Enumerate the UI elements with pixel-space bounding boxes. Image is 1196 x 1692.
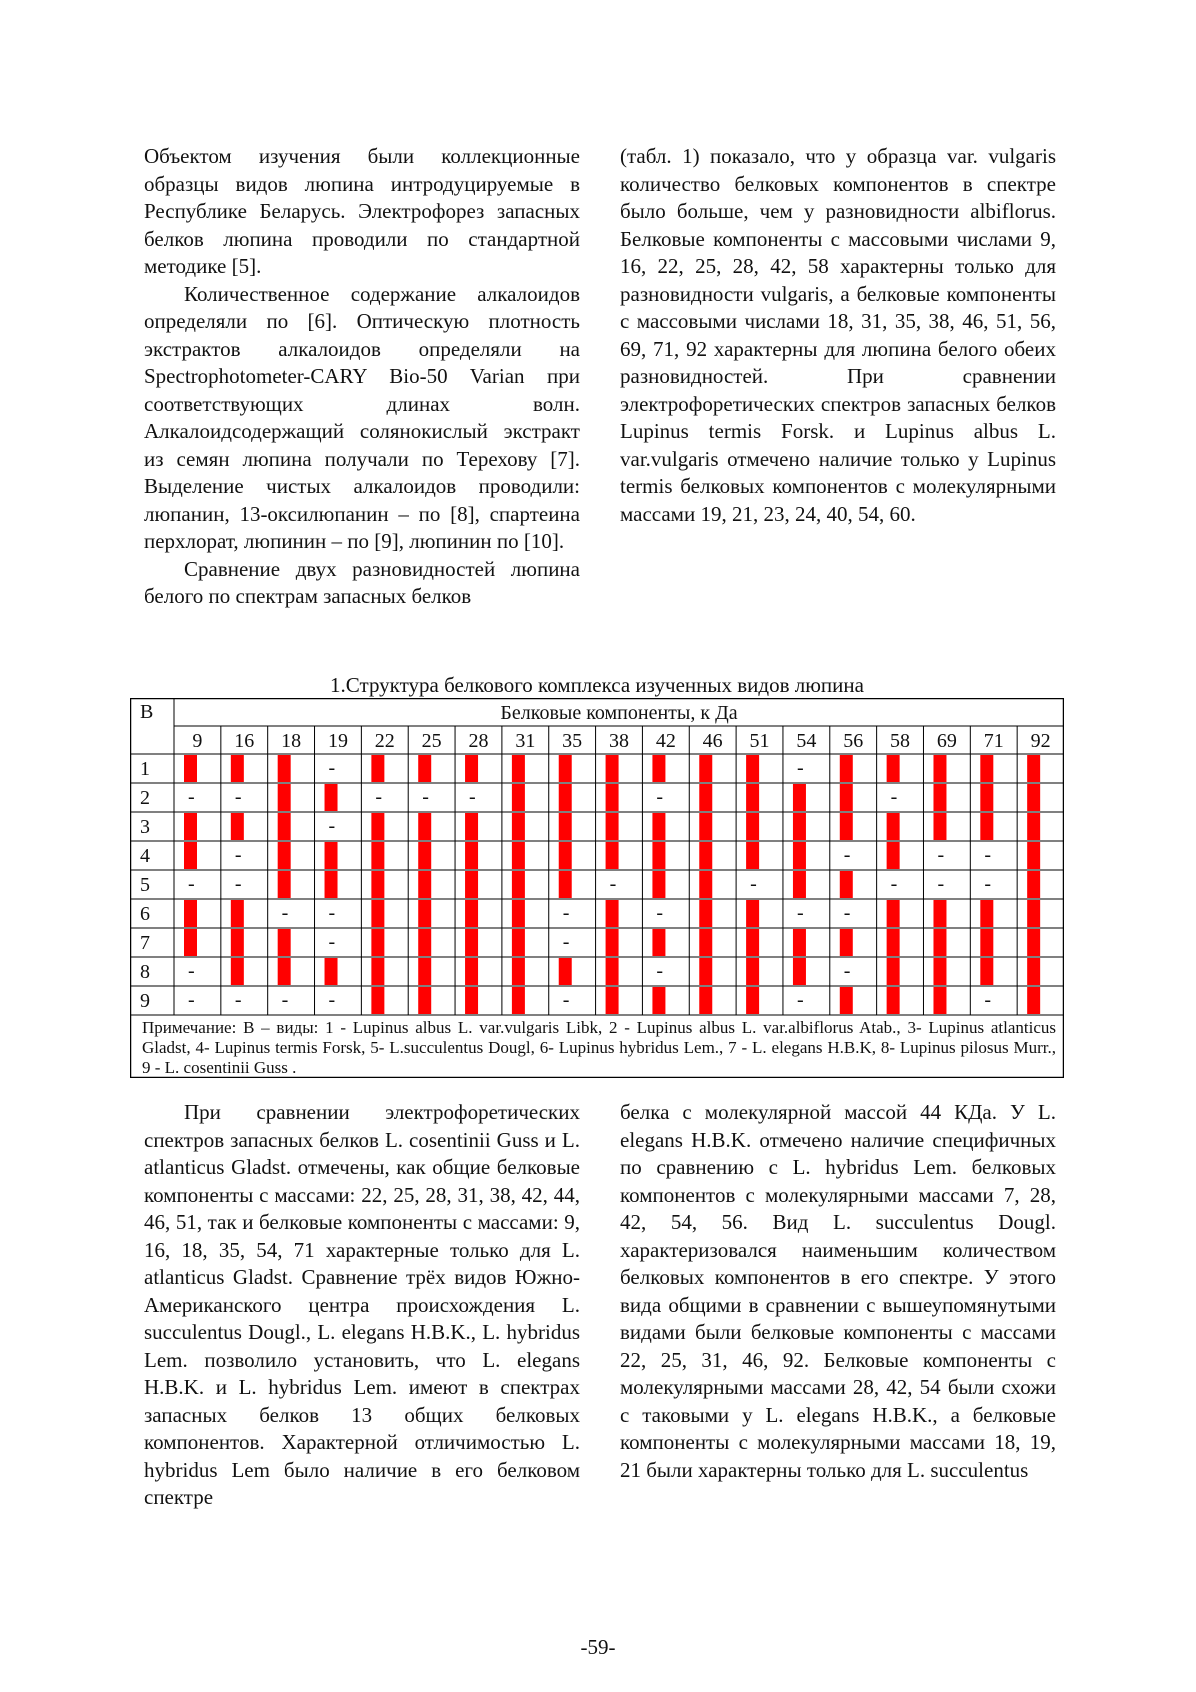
protein-band xyxy=(699,929,712,956)
absence-dash: - xyxy=(656,786,664,808)
absence-dash: - xyxy=(234,989,242,1011)
protein-band xyxy=(887,900,900,927)
protein-band xyxy=(606,900,619,927)
protein-band xyxy=(512,900,525,927)
protein-band xyxy=(793,784,806,811)
absence-dash: - xyxy=(843,960,851,982)
table-caption: 1.Структура белкового комплекса изученных видов люпина xyxy=(330,673,864,697)
absence-dash: - xyxy=(609,873,617,895)
protein-band xyxy=(231,900,244,927)
absence-dash: - xyxy=(750,873,757,895)
protein-band xyxy=(746,784,759,811)
protein-band xyxy=(325,958,338,985)
component-label: 22 xyxy=(374,730,395,752)
component-label: 58 xyxy=(890,730,911,752)
protein-band xyxy=(512,958,525,985)
protein-band xyxy=(1027,929,1040,956)
protein-band xyxy=(512,784,525,811)
row-label: 4 xyxy=(140,845,150,867)
protein-band xyxy=(746,958,759,985)
protein-band xyxy=(840,813,853,840)
protein-band xyxy=(887,958,900,985)
protein-band xyxy=(278,929,291,956)
protein-band xyxy=(652,987,665,1014)
protein-band xyxy=(933,900,946,927)
protein-band xyxy=(652,929,665,956)
absence-dash: - xyxy=(328,902,336,924)
protein-band xyxy=(465,813,478,840)
protein-band xyxy=(465,842,478,869)
protein-band xyxy=(887,755,900,782)
protein-band xyxy=(184,755,197,782)
protein-band xyxy=(746,900,759,927)
absence-dash: - xyxy=(937,844,945,866)
absence-dash: - xyxy=(328,757,336,779)
protein-band xyxy=(559,755,572,782)
protein-band xyxy=(418,871,431,898)
absence-dash: - xyxy=(796,757,804,779)
absence-dash: - xyxy=(234,873,242,895)
protein-band xyxy=(559,784,572,811)
protein-band xyxy=(325,871,338,898)
row-label: 2 xyxy=(140,787,150,809)
absence-dash: - xyxy=(234,844,242,866)
protein-band xyxy=(606,784,619,811)
protein-band xyxy=(418,987,431,1014)
protein-band xyxy=(840,755,853,782)
absence-dash: - xyxy=(562,902,570,924)
text-column-top-left xyxy=(144,143,580,611)
protein-band xyxy=(980,784,993,811)
protein-band xyxy=(887,842,900,869)
paragraph: Объектом изучения были коллекционные образцы видов люпина интродуцируемые в Республике Беларусь. Электрофорез запасных белков люпина проводили по стандартной методике [5]. xyxy=(144,144,580,278)
protein-band xyxy=(1027,958,1040,985)
protein-band xyxy=(418,929,431,956)
protein-band xyxy=(699,871,712,898)
absence-dash: - xyxy=(937,873,945,895)
protein-band xyxy=(1027,784,1040,811)
protein-band xyxy=(1027,842,1040,869)
protein-band xyxy=(184,813,197,840)
protein-band xyxy=(278,871,291,898)
component-label: 92 xyxy=(1030,730,1051,752)
protein-band xyxy=(371,871,384,898)
protein-band xyxy=(1027,987,1040,1014)
absence-dash: - xyxy=(984,844,991,866)
protein-band xyxy=(512,987,525,1014)
protein-band xyxy=(418,900,431,927)
protein-band xyxy=(887,813,900,840)
absence-dash: - xyxy=(281,902,289,924)
page-number: -59- xyxy=(580,1635,616,1659)
protein-band xyxy=(699,813,712,840)
paragraph: (табл. 1) показало, что у образца var. vulgaris количество белковых компонентов в спектре было больше, чем у разновидности albiflorus. Белковые компоненты с массовыми числами 9, 16, 22, 25, 28, 42, 58 характерны только для разновидности vulgaris, а белковые компоненты с массовыми числами 18, 31, 35, 38, 46, 51, 56, 69, 71, 92 характерны для люпина белого обеих разновидностей. При сравнении электрофоретических спектров запасных белков Lupinus termis Forsk. и Lupinus albus L. var.vulgaris отмечено наличие только у Lupinus termis белковых компонентов с молекулярными массами 19, 21, 23, 24, 40, 54, 60. xyxy=(620,144,1056,526)
protein-band xyxy=(933,987,946,1014)
protein-band xyxy=(840,871,853,898)
component-label: 51 xyxy=(749,730,770,752)
protein-band xyxy=(371,929,384,956)
protein-band xyxy=(699,987,712,1014)
protein-band xyxy=(606,929,619,956)
absence-dash: - xyxy=(328,989,336,1011)
absence-dash: - xyxy=(234,786,242,808)
protein-band xyxy=(465,871,478,898)
protein-band xyxy=(418,842,431,869)
protein-band xyxy=(559,871,572,898)
absence-dash: - xyxy=(188,989,195,1011)
text-column-top-right xyxy=(620,143,1056,528)
protein-band xyxy=(887,929,900,956)
protein-band xyxy=(512,813,525,840)
protein-band xyxy=(793,929,806,956)
protein-band xyxy=(606,755,619,782)
protein-band xyxy=(933,755,946,782)
protein-band xyxy=(465,987,478,1014)
component-label: 19 xyxy=(327,730,348,752)
row-label: 8 xyxy=(140,961,150,983)
protein-band xyxy=(980,813,993,840)
absence-dash: - xyxy=(796,902,804,924)
text-column-bottom-right xyxy=(620,1099,1056,1484)
row-label: 3 xyxy=(140,816,150,838)
protein-band xyxy=(371,987,384,1014)
absence-dash: - xyxy=(328,815,336,837)
protein-band xyxy=(980,900,993,927)
protein-band xyxy=(980,755,993,782)
row-label: 7 xyxy=(140,932,150,954)
protein-band xyxy=(1027,813,1040,840)
row-label: 6 xyxy=(140,903,150,925)
component-label: 25 xyxy=(421,730,442,752)
protein-band xyxy=(606,958,619,985)
protein-band xyxy=(278,813,291,840)
row-label: 1 xyxy=(140,758,150,780)
protein-band xyxy=(793,842,806,869)
absence-dash: - xyxy=(188,960,195,982)
paragraph: Количественное содержание алкалоидов определяли по [6]. Оптическую плотность экстрактов алкалоидов определяли на Spectrophotometer-CARY Bio-50 Varian при соответствующих длинах волн. Алкалоидсодержащий солянокислый экстракт из семян люпина получали по Терехову [7]. Выделение чистых алкалоидов проводили: люпанин, 13-оксилюпанин – по [8], спартеина перхлорат, люпинин – по [9], люпинин по [10]. xyxy=(144,281,580,553)
component-label: 28 xyxy=(468,730,489,752)
component-label: 35 xyxy=(562,730,583,752)
protein-band xyxy=(278,842,291,869)
component-label: 38 xyxy=(609,730,629,752)
protein-band xyxy=(184,842,197,869)
protein-band xyxy=(746,842,759,869)
protein-band xyxy=(278,958,291,985)
paragraph: При сравнении электрофоретических спектров запасных белков L. cosentinii Guss и L. atlanticus Gladst. отмечены, как общие белковые компоненты с массами: 22, 25, 28, 31, 38, 42, 44, 46, 51, так и белковые компоненты с массами: 9, 16, 18, 35, 54, 71 характерные только для L. atlanticus Gladst. Сравнение трёх видов Южно-Американского центра происхождения L. succulentus Dougl., L. elegans H.B.K., L. hybridus Lem. позволило установить, что L. elegans H.B.K. и L. hybridus Lem. имеют в спектрах запасных белков 13 общих белковых компонентов. Характерной отличимостью L. hybridus Lem было наличие в его белковом спектре xyxy=(144,1100,580,1509)
protein-band xyxy=(840,987,853,1014)
protein-band xyxy=(512,842,525,869)
absence-dash: - xyxy=(562,931,570,953)
protein-band xyxy=(512,871,525,898)
protein-band xyxy=(231,958,244,985)
protein-band xyxy=(699,900,712,927)
absence-dash: - xyxy=(890,873,898,895)
protein-band xyxy=(652,755,665,782)
absence-dash: - xyxy=(890,786,898,808)
protein-band xyxy=(793,813,806,840)
protein-band xyxy=(559,813,572,840)
protein-band xyxy=(371,958,384,985)
protein-band xyxy=(652,842,665,869)
protein-band xyxy=(184,929,197,956)
absence-dash: - xyxy=(328,931,336,953)
absence-dash: - xyxy=(656,960,664,982)
component-label: 16 xyxy=(234,730,255,752)
protein-band xyxy=(793,871,806,898)
absence-dash: - xyxy=(843,844,851,866)
protein-band xyxy=(887,987,900,1014)
protein-band xyxy=(840,784,853,811)
protein-band xyxy=(231,813,244,840)
protein-band xyxy=(371,755,384,782)
protein-band xyxy=(746,929,759,956)
protein-band xyxy=(606,813,619,840)
protein-band xyxy=(512,755,525,782)
protein-band xyxy=(933,929,946,956)
text-column-bottom-left xyxy=(144,1099,580,1512)
protein-band xyxy=(699,755,712,782)
protein-band xyxy=(746,813,759,840)
component-label: 9 xyxy=(192,730,203,752)
absence-dash: - xyxy=(656,902,664,924)
component-label: 42 xyxy=(655,730,676,752)
protein-band xyxy=(559,842,572,869)
protein-band xyxy=(371,842,384,869)
protein-band xyxy=(652,813,665,840)
protein-band xyxy=(559,958,572,985)
absence-dash: - xyxy=(843,902,851,924)
protein-band xyxy=(231,929,244,956)
protein-band xyxy=(371,900,384,927)
protein-band xyxy=(184,900,197,927)
component-label: 56 xyxy=(843,730,864,752)
paragraph: белка с молекулярной массой 44 КДа. У L. elegans H.B.K. отмечено наличие специфичных по сравнению с L. hybridus Lem. белковых компонентов с молекулярными массами 7, 28, 42, 54, 56. Вид L. succulentus Dougl. характеризовался наименьшим количеством белковых компонентов в его спектре. У этого вида общими в сравнении с вышеупомянутыми видами были белковые компоненты с массами 22, 25, 31, 46, 92. Белковые компоненты с молекулярными массами 28, 42, 54 были схожи с таковыми у L. elegans H.B.K., а белковые компоненты с молекулярными массами 18, 19, 21 были характерны только для L. succulentus xyxy=(620,1100,1056,1482)
protein-band xyxy=(746,987,759,1014)
protein-band xyxy=(1027,755,1040,782)
component-label: 69 xyxy=(936,730,957,752)
table-note: Примечание: В – виды: 1 - Lupinus albus L. var.vulgaris Libk, 2 - Lupinus albus L. var.albiflorus Atab., 3- Lupinus atlanticus Gladst, 4- Lupinus termis Forsk, 5- L.succulentus Dougl, 6- Lupinus hybridus Lem., 7 - L. elegans H.B.K, 8- Lupinus pilosus Murr., 9 - L. cosentinii Guss . xyxy=(142,1018,1056,1077)
component-label: 46 xyxy=(702,730,723,752)
protein-band xyxy=(652,871,665,898)
absence-dash: - xyxy=(188,873,195,895)
protein-band xyxy=(325,784,338,811)
row-label: 9 xyxy=(140,990,150,1012)
protein-band xyxy=(371,813,384,840)
protein-band xyxy=(933,784,946,811)
protein-band xyxy=(465,755,478,782)
protein-band xyxy=(606,987,619,1014)
protein-band xyxy=(699,958,712,985)
component-label: 31 xyxy=(515,730,536,752)
absence-dash: - xyxy=(188,786,195,808)
absence-dash: - xyxy=(375,786,383,808)
protein-band xyxy=(1027,871,1040,898)
protein-band xyxy=(465,929,478,956)
component-label: 71 xyxy=(983,730,1004,752)
absence-dash: - xyxy=(562,989,570,1011)
absence-dash: - xyxy=(422,786,429,808)
absence-dash: - xyxy=(281,989,289,1011)
protein-band xyxy=(606,842,619,869)
protein-band xyxy=(418,958,431,985)
absence-dash: - xyxy=(469,786,476,808)
protein-band xyxy=(512,929,525,956)
protein-band xyxy=(325,842,338,869)
protein-band xyxy=(746,755,759,782)
paragraph: Сравнение двух разновидностей люпина белого по спектрам запасных белков xyxy=(144,556,580,608)
row-label: 5 xyxy=(140,874,150,896)
protein-band xyxy=(699,784,712,811)
protein-band xyxy=(278,784,291,811)
protein-band xyxy=(933,958,946,985)
header-label: Белковые компоненты, к Да xyxy=(500,702,738,724)
protein-band xyxy=(278,755,291,782)
protein-band xyxy=(465,958,478,985)
protein-band xyxy=(465,900,478,927)
protein-band xyxy=(418,755,431,782)
component-label: 54 xyxy=(796,730,817,752)
absence-dash: - xyxy=(796,989,804,1011)
protein-band xyxy=(840,929,853,956)
protein-band xyxy=(231,755,244,782)
absence-dash: - xyxy=(984,873,991,895)
protein-band xyxy=(418,813,431,840)
component-label: 18 xyxy=(281,730,302,752)
protein-band xyxy=(1027,900,1040,927)
protein-band xyxy=(699,842,712,869)
protein-band xyxy=(980,929,993,956)
protein-band xyxy=(793,958,806,985)
protein-band xyxy=(980,958,993,985)
corner-label: В xyxy=(140,701,154,723)
protein-band xyxy=(933,813,946,840)
absence-dash: - xyxy=(984,989,991,1011)
